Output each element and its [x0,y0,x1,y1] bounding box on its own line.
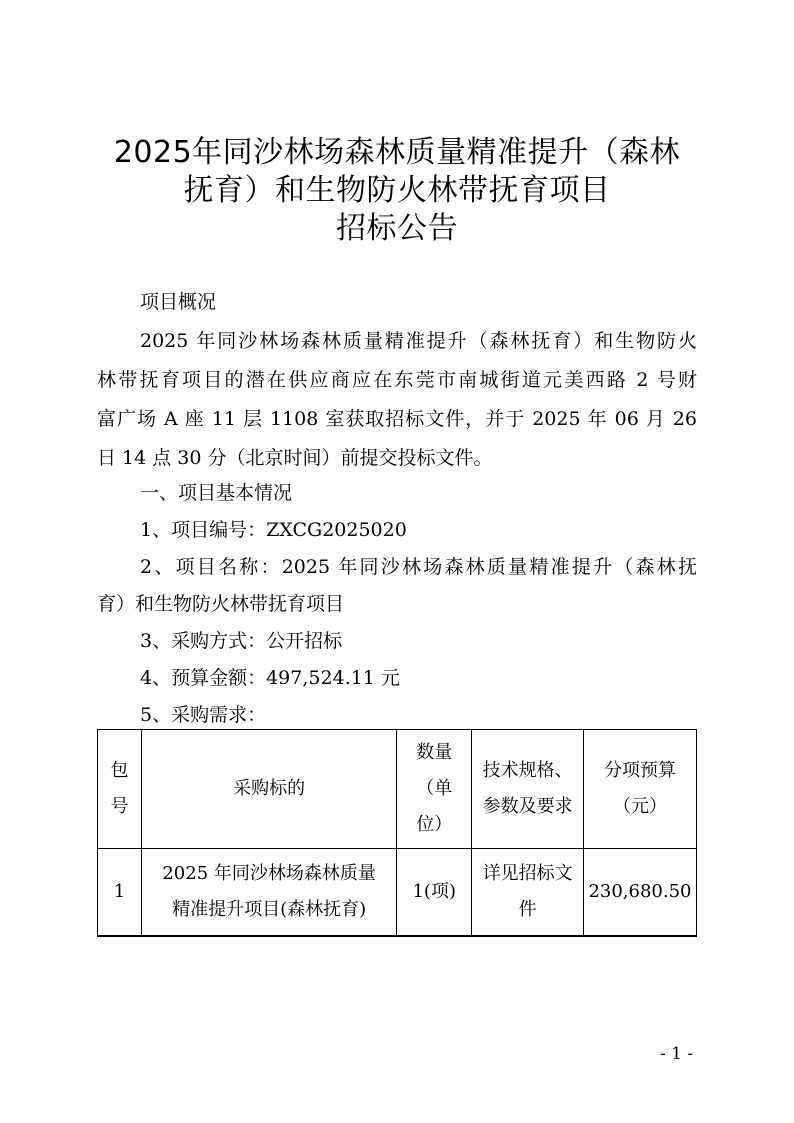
cell-subject: 2025 年同沙林场森林质量 精准提升项目(森林抚育) [141,849,396,937]
procurement-table [97,729,697,937]
overview-line-2: 林带抚育项目的潜在供应商应在东莞市南城街道元美西路 2 号财 [97,369,697,391]
procurement-needs: 5、采购需求： [140,704,267,726]
cell-spec: 详见招标文 件 [472,849,584,937]
title-line-1: 2025年同沙林场森林质量精准提升（森林 [113,135,681,170]
overview-heading: 项目概况 [140,291,217,313]
header-package: 包 号 [98,730,142,849]
title-line-3: 招标公告 [336,211,458,246]
procurement-method: 3、采购方式：公开招标 [140,630,343,652]
overview-line-4: 日 14 点 30 分（北京时间）前提交投标文件。 [97,447,493,469]
cell-budget: 230,680.50 [583,849,696,937]
header-subject: 采购标的 [141,730,396,849]
project-number: 1、项目编号：ZXCG2025020 [140,519,407,541]
project-name-line-2: 育）和生物防火林带抚育项目 [97,593,345,615]
table-row [98,849,697,937]
header-budget: 分项预算 （元） [583,730,696,849]
project-name-line-1: 2、项目名称：2025 年同沙林场森林质量精准提升（森林抚 [140,556,697,578]
budget-amount: 4、预算金额：497,524.11 元 [140,667,400,689]
overview-line-1: 2025 年同沙林场森林质量精准提升（森林抚育）和生物防火 [140,330,697,352]
overview-line-3: 富广场 A 座 11 层 1108 室获取招标文件，并于 2025 年 06 月 26 [97,408,697,430]
cell-package: 1 [98,849,142,937]
document-title [97,134,697,248]
cell-quantity: 1(项) [397,849,472,937]
header-spec: 技术规格、 参数及要求 [472,730,584,849]
section1-heading: 一、项目基本情况 [140,482,293,504]
table-header-row [98,730,697,849]
header-quantity: 数量 （单 位） [397,730,472,849]
page-number: - 1 - [660,1044,694,1064]
title-line-2: 抚育）和生物防火林带抚育项目 [183,173,611,208]
